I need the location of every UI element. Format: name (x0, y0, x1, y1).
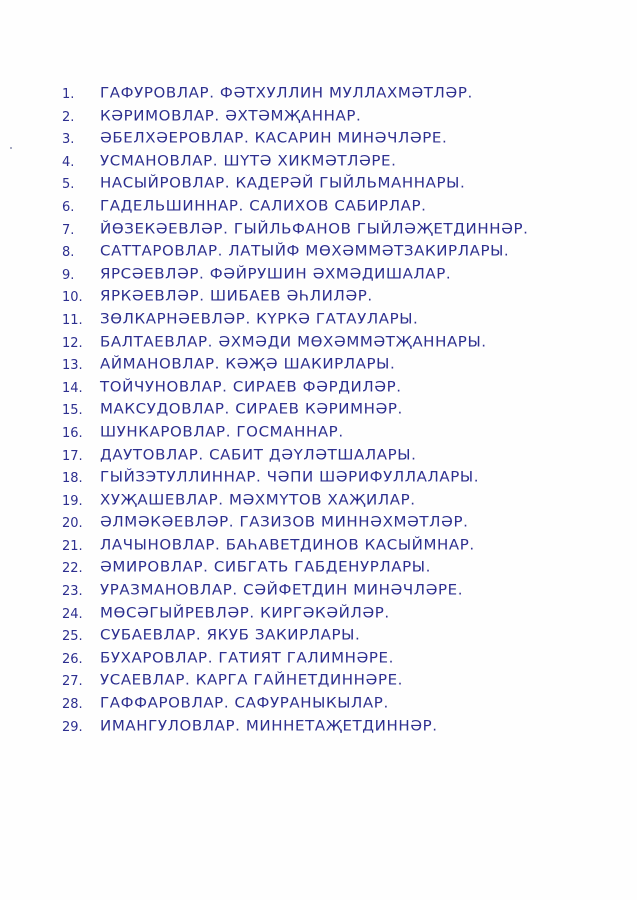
item-text: ЯРСӘЕВЛӘР. ФӘЙРУШИН ӘХМӘДИШАЛАР. (100, 265, 452, 283)
item-number: 14. (62, 380, 83, 396)
item-text: БУХАРОВЛАР. ГАТИЯТ ГАЛИМНӘРЕ. (100, 649, 395, 667)
list-item (62, 468, 529, 491)
item-number: 7. (62, 222, 75, 238)
item-text: ӘБЕЛХӘЕРОВЛАР. КАСАРИН МИНӘЧЛӘРЕ. (100, 129, 448, 147)
list-item (62, 581, 529, 604)
item-text: ГАДЕЛЬШИННАР. САЛИХОВ САБИРЛАР. (100, 197, 427, 215)
list-item (62, 558, 529, 581)
item-number: 10. (62, 290, 83, 306)
list-item (62, 423, 529, 446)
list-item (62, 197, 529, 220)
item-text: ӘМИРОВЛАР. СИБГАТЬ ГАБДЕНУРЛАРЫ. (100, 559, 431, 576)
item-number: 19. (62, 493, 83, 509)
list-item (62, 671, 529, 694)
item-number: 13. (62, 358, 83, 374)
item-number: 8. (62, 245, 75, 261)
list-item (62, 220, 529, 243)
list-item (62, 400, 529, 423)
item-number: 23. (62, 584, 83, 600)
item-text: ГАФФАРОВЛАР. САФУРАНЫКЫЛАР. (100, 694, 389, 712)
item-text: МАКСУДОВЛАР. СИРАЕВ КӘРИМНӘР. (100, 401, 403, 418)
item-number: 25. (62, 629, 83, 645)
item-text: ЗӨЛКАРНӘЕВЛӘР. КҮРКӘ ГАТАУЛАРЫ. (100, 310, 419, 328)
item-text: ТОЙЧУНОВЛАР. СИРАЕВ ФӘРДИЛӘР. (100, 378, 402, 395)
item-text: НАСЫЙРОВЛАР. КАДЕРӘЙ ГЫЙЛЬМАННАРЫ. (100, 175, 466, 192)
item-number: 24. (62, 606, 83, 622)
item-number: 11. (62, 312, 83, 328)
item-text: ГАФУРОВЛАР. ФӘТХУЛЛИН МУЛЛАХМӘТЛӘР. (100, 84, 473, 102)
list-item (62, 536, 529, 559)
item-text: САТТАРОВЛАР. ЛАТЫЙФ МӨХӘММӘТЗАКИРЛАРЫ. (100, 242, 510, 260)
item-text: УРАЗМАНОВЛАР. СӘЙФЕТДИН МИНӘЧЛӘРЕ. (100, 581, 464, 599)
list-item (62, 649, 529, 672)
item-number: 29. (62, 719, 83, 735)
item-number: 28. (62, 697, 83, 713)
item-text: УСМАНОВЛАР. ШҮТӘ ХИКМӘТЛӘРЕ. (100, 152, 397, 170)
item-text: ӘЛМӘКӘЕВЛӘР. ГАЗИЗОВ МИННӘХМӘТЛӘР. (100, 514, 469, 531)
item-text: УСАЕВЛАР. КАРГА ГАЙНЕТДИННӘРЕ. (100, 672, 404, 689)
item-text: ХУҖАШЕВЛАР. МӘХМҮТОВ ХАҖИЛАР. (100, 491, 416, 508)
item-number: 1. (62, 87, 75, 102)
list-item (62, 242, 529, 265)
item-number: 12. (62, 335, 83, 351)
item-number: 17. (62, 448, 83, 464)
list-item (62, 129, 529, 152)
item-number: 3. (62, 132, 75, 148)
item-text: МӨСӘГЫЙРЕВЛӘР. КИРГӘКӘЙЛӘР. (100, 604, 390, 621)
list-item (62, 513, 529, 536)
list-item (62, 107, 529, 130)
item-number: 27. (62, 674, 83, 690)
item-number: 5. (62, 177, 75, 193)
list-item (62, 378, 529, 401)
list-item (62, 84, 529, 107)
list-item (62, 604, 529, 627)
item-text: КӘРИМОВЛАР. ӘХТӘМҖАННАР. (100, 107, 362, 124)
list-item (62, 446, 529, 469)
item-number: 18. (62, 471, 83, 487)
item-text: СУБАЕВЛАР. ЯКУБ ЗАКИРЛАРЫ. (100, 626, 361, 644)
list-item (62, 491, 529, 514)
list-item (62, 310, 529, 333)
item-number: 16. (62, 425, 83, 441)
stray-ink-dot (10, 147, 12, 149)
item-text: ЯРКӘЕВЛӘР. ШИБАЕВ ӘҺЛИЛӘР. (100, 288, 373, 305)
item-number: 15. (62, 403, 83, 419)
list-item (62, 287, 529, 310)
item-text: ИМАНГУЛОВЛАР. МИННЕТАҖЕТДИННӘР. (100, 717, 438, 734)
item-text: ЙӨЗЕКӘЕВЛӘР. ГЫЙЛЬФАНОВ ГЫЙЛӘҖЕТДИННӘР. (100, 220, 529, 237)
list-item (62, 626, 529, 649)
item-text: ДАУТОВЛАР. САБИТ ДӘҮЛӘТШАЛАРЫ. (100, 446, 417, 463)
item-number: 26. (62, 651, 83, 667)
item-number: 22. (62, 561, 83, 577)
list-item (62, 333, 529, 356)
item-text: ГЫЙЗЭТУЛЛИННАР. ЧӘПИ ШӘРИФУЛЛАЛАРЫ. (100, 468, 480, 486)
item-text: БАЛТАЕВЛАР. ӘХМӘДИ МӨХӘММӘТҖАННАРЫ. (100, 333, 487, 350)
item-text: ШУНКАРОВЛАР. ГОСМАННАР. (100, 423, 344, 441)
item-number: 21. (62, 538, 83, 554)
list-item (62, 152, 529, 175)
list-item (62, 355, 529, 378)
item-number: 2. (62, 109, 75, 125)
list-item (62, 265, 529, 288)
item-number: 4. (62, 154, 75, 170)
list-item (62, 717, 529, 740)
family-list (62, 84, 529, 739)
item-number: 6. (62, 199, 75, 215)
item-text: ЛАЧЫНОВЛАР. БАҺАВЕТДИНОВ КАСЫЙМНАР. (100, 536, 475, 554)
item-number: 20. (62, 516, 83, 532)
list-item (62, 174, 529, 197)
item-number: 9. (62, 267, 75, 283)
list-item (62, 694, 529, 717)
item-text: АЙМАНОВЛАР. КӘҖӘ ШАКИРЛАРЫ. (100, 355, 396, 373)
